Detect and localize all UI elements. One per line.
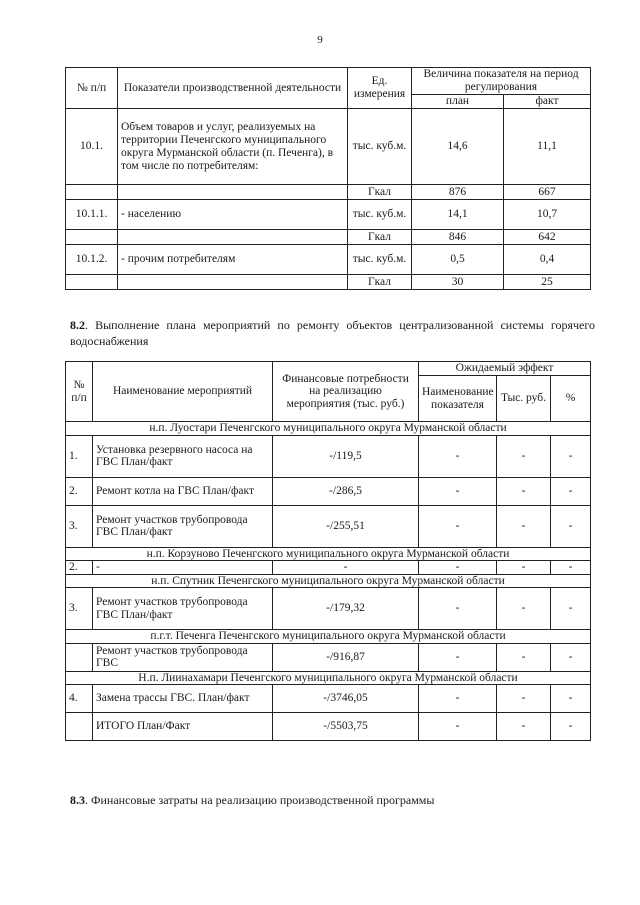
table-row: 1. Установка резервного насоса на ГВС План/факт -/119,5 - - -	[66, 435, 591, 477]
header-plan: план	[412, 95, 504, 109]
page-number: 9	[317, 34, 323, 46]
header-value: Величина показателя на период регулирования	[412, 68, 591, 95]
table-row: Гкал 30 25	[66, 275, 591, 290]
group-title: Н.п. Лиинахамари Печенгского муниципального округа Мурманской области	[66, 671, 591, 685]
header-effect-name: Наименование показателя	[419, 376, 497, 422]
header-num: № п/п	[66, 362, 93, 422]
table-row: 10.1. Объем товаров и услуг, реализуемых на территории Печенгского муниципального округа Мурманской области (п. Печенга), в том числе по потребителям: тыс. куб.м. 14,6 11,1	[66, 109, 591, 185]
table-row: 2. - - - - -	[66, 561, 591, 575]
group-title: п.г.т. Печенга Печенгского муниципального округа Мурманской области	[66, 630, 591, 644]
group-title: н.п. Луостари Печенгского муниципального округа Мурманской области	[66, 422, 591, 436]
production-indicators-table	[65, 67, 591, 290]
header-thousand-rub: Тыс. руб.	[497, 376, 551, 422]
table-row: 2. Ремонт котла на ГВС План/факт -/286,5 - - -	[66, 477, 591, 505]
header-effect: Ожидаемый эффект	[419, 362, 591, 376]
table-row: Гкал 846 642	[66, 230, 591, 245]
group-title: н.п. Корзуново Печенгского муниципального округа Мурманской области	[66, 547, 591, 561]
table-row: 10.1.1. - населению тыс. куб.м. 14,1 10,7	[66, 200, 591, 230]
header-fact: факт	[504, 95, 591, 109]
table-row: 3. Ремонт участков трубопровода ГВС План/факт -/255,51 - - -	[66, 505, 591, 547]
header-indicator: Показатели производственной деятельности	[118, 68, 348, 109]
section-8-2-title: 8.2. Выполнение плана мероприятий по ремонту объектов централизованной системы горячего водоснабжения	[70, 318, 595, 348]
header-percent: %	[551, 376, 591, 422]
table-row: 4. Замена трассы ГВС. План/факт -/3746,05 - - -	[66, 685, 591, 713]
table-row: ИТОГО План/Факт -/5503,75 - - -	[66, 713, 591, 741]
header-unit: Ед. измерения	[348, 68, 412, 109]
table-row: 10.1.2. - прочим потребителям тыс. куб.м. 0,5 0,4	[66, 245, 591, 275]
header-num: № п/п	[66, 68, 118, 109]
table-row: Ремонт участков трубопровода ГВС -/916,87 - - -	[66, 643, 591, 671]
group-title: н.п. Спутник Печенгского муниципального округа Мурманской области	[66, 574, 591, 588]
table-row: Гкал 876 667	[66, 185, 591, 200]
header-name: Наименование мероприятий	[93, 362, 273, 422]
header-finance: Финансовые потребности на реализацию мероприятия (тыс. руб.)	[273, 362, 419, 422]
section-8-3-title: 8.3. Финансовые затраты на реализацию производственной программы	[70, 793, 435, 807]
repair-plan-table	[65, 361, 591, 741]
table-row: 3. Ремонт участков трубопровода ГВС План/факт -/179,32 - - -	[66, 588, 591, 630]
